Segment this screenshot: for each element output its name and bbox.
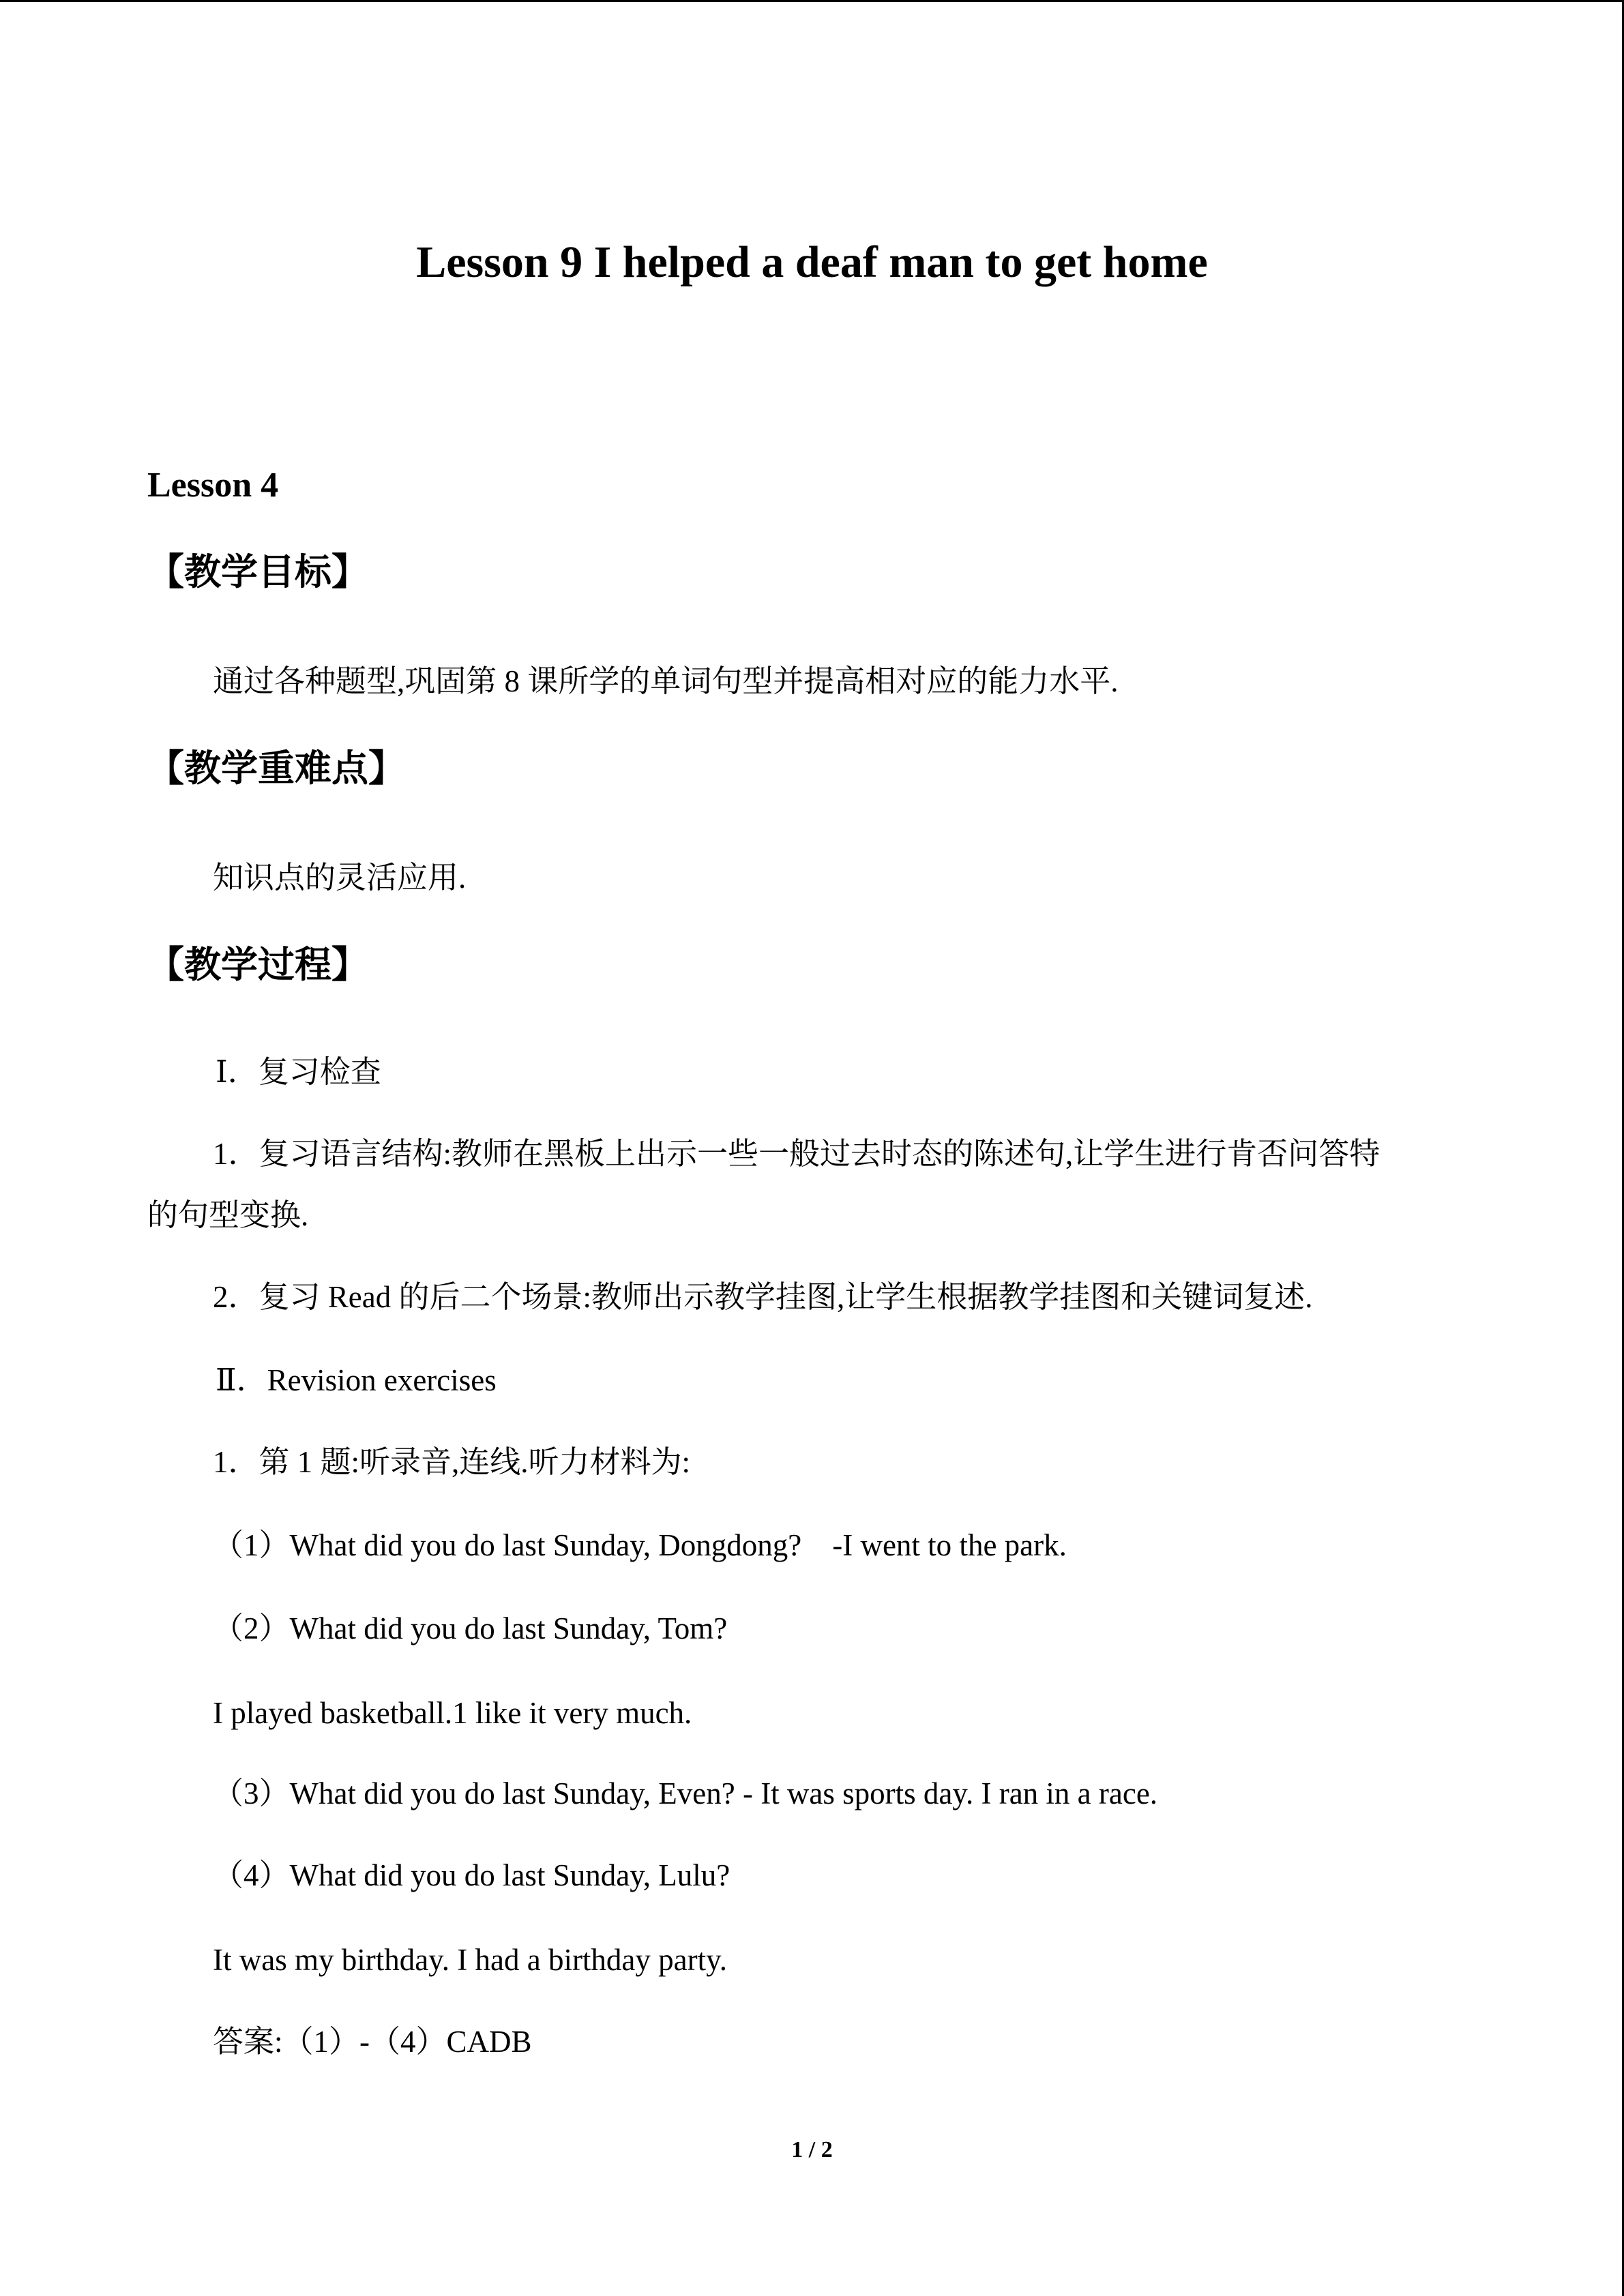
- objectives-paragraph: 通过各种题型,巩固第 8 课所学的单词句型并提高相对应的能力水平.: [213, 664, 1119, 698]
- listening-item-1: （1）What did you do last Sunday, Dongdong? -I went to the park.: [213, 1528, 1067, 1562]
- process-step-2: 2．复习 Read 的后二个场景:教师出示教学挂图,让学生根据教学挂图和关键词复述.: [213, 1280, 1313, 1314]
- section-heading-process: 【教学过程】: [147, 943, 368, 986]
- listening-item-4-answer: It was my birthday. I had a birthday party.: [213, 1943, 727, 1977]
- listening-item-4: （4）What did you do last Sunday, Lulu?: [213, 1858, 730, 1892]
- answer-key: 答案:（1）-（4）CADB: [213, 2025, 532, 2059]
- page-top-border: [0, 0, 1624, 2]
- key-points-paragraph: 知识点的灵活应用.: [213, 861, 467, 895]
- document-title: Lesson 9 I helped a deaf man to get home: [416, 237, 1208, 287]
- lesson-heading: Lesson 4: [147, 466, 279, 505]
- exercise-1-intro: 1．第 1 题:听录音,连线.听力材料为:: [213, 1445, 691, 1479]
- section-heading-objectives: 【教学目标】: [147, 550, 368, 593]
- listening-item-3: （3）What did you do last Sunday, Even? - It was sports day. I ran in a race.: [213, 1776, 1158, 1810]
- process-step-1-line-1: 1．复习语言结构:教师在黑板上出示一些一般过去时态的陈述句,让学生进行肯否问答特: [213, 1137, 1381, 1171]
- listening-item-2-answer: I played basketball.1 like it very much.: [213, 1696, 692, 1730]
- page-number: 1 / 2: [791, 2137, 833, 2162]
- process-review-heading: Ⅰ．复习检查: [216, 1055, 381, 1089]
- process-revision-heading: Ⅱ．Revision exercises: [216, 1363, 497, 1397]
- listening-item-2: （2）What did you do last Sunday, Tom?: [213, 1611, 728, 1645]
- section-heading-key-points: 【教学重难点】: [147, 747, 405, 790]
- process-step-1-line-2: 的句型变换.: [147, 1198, 309, 1232]
